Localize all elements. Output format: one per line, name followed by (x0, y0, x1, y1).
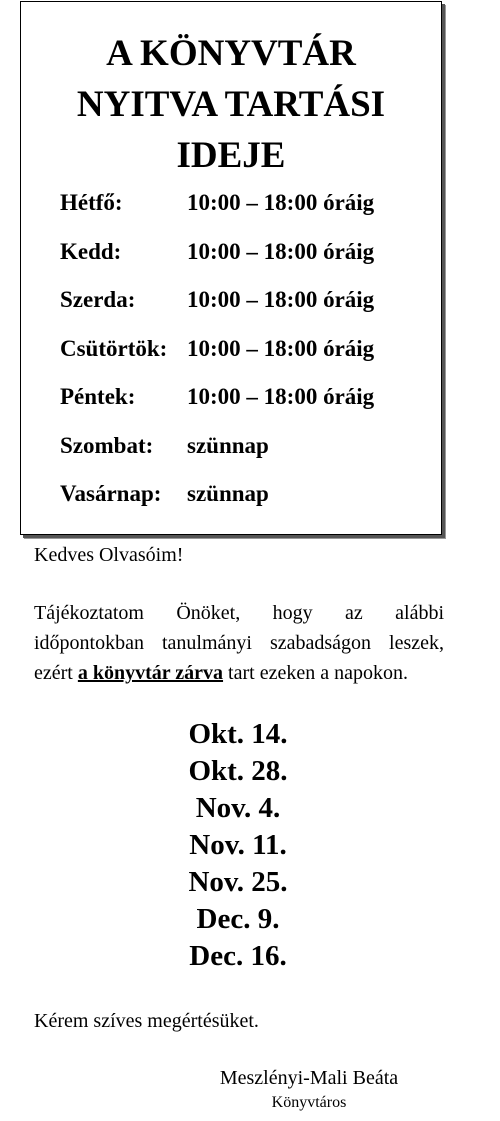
hours-value: 10:00 – 18:00 óráig (187, 335, 375, 361)
hours-row (60, 474, 374, 523)
hours-row (60, 377, 374, 426)
day-label: Kedd: (60, 238, 122, 264)
day-label: Vasárnap: (60, 481, 162, 506)
hours-row (60, 232, 374, 281)
closed-date: Nov. 4. (195, 792, 281, 824)
day-label: Szerda: (60, 287, 136, 312)
closed-date: Okt. 14. (188, 718, 288, 750)
day-label: Szombat: (60, 432, 154, 458)
day-label: Péntek: (60, 384, 136, 409)
hours-row (60, 280, 374, 329)
info-text: Tájékoztatom Önöket, hogy az alábbi időpontokban tanulmányi szabadságon leszek, ezért (34, 602, 444, 684)
closed-date: Okt. 28. (188, 755, 288, 787)
day-label: Hétfő: (60, 190, 123, 215)
closure-info-paragraph (34, 598, 444, 688)
hours-row (60, 426, 374, 475)
hours-row (60, 183, 374, 232)
closed-date: Nov. 11. (189, 829, 287, 861)
signature-role: Könyvtáros (271, 1094, 347, 1111)
closed-highlight: a könyvtár zárva (77, 662, 224, 684)
opening-hours-box (20, 1, 442, 535)
hours-row (60, 329, 374, 378)
notice-title (21, 28, 441, 181)
hours-value: szünnap (187, 481, 269, 506)
hours-value: 10:00 – 18:00 óráig (187, 238, 375, 264)
closed-date: Dec. 16. (189, 940, 287, 972)
closed-date: Nov. 25. (188, 866, 288, 898)
signature-name: Meszlényi-Mali Beáta (219, 1067, 399, 1089)
hours-value: 10:00 – 18:00 óráig (187, 190, 375, 215)
hours-value: szünnap (187, 432, 269, 458)
title-line: A KÖNYVTÁR (106, 33, 356, 74)
title-line: IDEJE (176, 135, 286, 176)
closed-dates-list (0, 716, 476, 975)
title-line: NYITVA TARTÁSI (76, 84, 386, 125)
hours-value: 10:00 – 18:00 óráig (187, 287, 375, 312)
hours-value: 10:00 – 18:00 óráig (187, 384, 375, 409)
signature-block (192, 1065, 426, 1115)
closed-date: Dec. 9. (196, 903, 280, 935)
greeting-text: Kedves Olvasóim! (34, 544, 184, 566)
closing-text: Kérem szíves megértésüket. (34, 1010, 259, 1032)
opening-hours-list (60, 183, 374, 523)
day-label: Csütörtök: (60, 335, 168, 361)
info-text: tart ezeken a napokon. (223, 662, 408, 684)
